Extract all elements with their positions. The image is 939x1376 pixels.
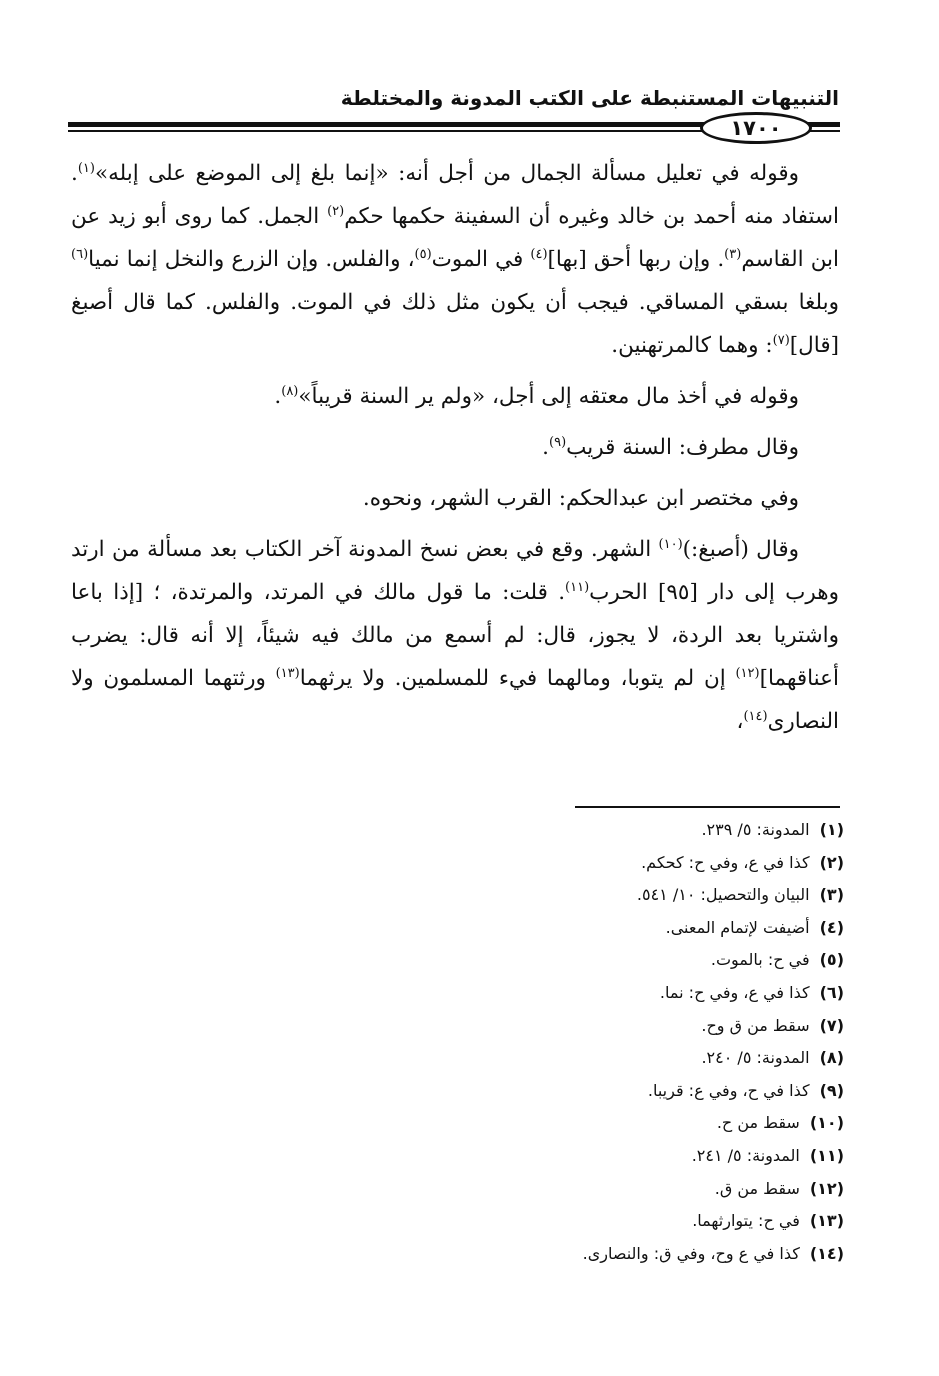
- footnote-text: كذا في ح، وفي ع: قريبا.: [647, 1080, 810, 1100]
- footnote-ref-8[interactable]: (٨): [281, 383, 299, 399]
- footnote-14: [244, 1238, 844, 1271]
- footnote-number: (١): [819, 820, 844, 839]
- text-run: . وإن ربها أحق [بها]: [547, 247, 725, 272]
- footnote-number: (١٢): [809, 1178, 844, 1198]
- footnote-number: (٧): [819, 1015, 844, 1035]
- text-run: الجمل. كما روى أبو زيد عن ابن القاسم: [71, 204, 840, 272]
- footnote-number: (٣): [819, 885, 844, 905]
- paragraph-1: [71, 152, 839, 367]
- footnote-text: كذا في ع وح، وفي ق: والنصارى.: [582, 1243, 800, 1263]
- main-text: [71, 152, 839, 743]
- footnote-number: (١١): [809, 1145, 844, 1165]
- footnote-text: المدونة: ٥/ ٢٣٩.: [701, 820, 810, 839]
- text-run: : وهما كالمرتهنين.: [611, 333, 773, 358]
- text-run: ،: [736, 709, 744, 734]
- footnote-number: (١٣): [809, 1211, 844, 1231]
- footnote-text: في ح: بالموت.: [710, 950, 810, 970]
- paragraph-4: [71, 477, 839, 520]
- footnote-text: البيان والتحصيل: ١٠/ ٥٤١.: [636, 885, 810, 905]
- text-run: وفي مختصر ابن عبدالحكم: القرب الشهر، ونحوه.: [362, 486, 799, 511]
- page-number-frame: [700, 112, 812, 144]
- footnote-ref-6[interactable]: (٦): [71, 246, 89, 262]
- text-run: . استفاد منه أحمد بن خالد وغيره أن السفينة حكمها حكم: [71, 161, 839, 229]
- footnote-ref-10[interactable]: (١٠): [658, 536, 683, 552]
- text-run: .: [542, 435, 550, 460]
- paragraph-2: [71, 375, 839, 418]
- footnote-ref-4[interactable]: (٤): [530, 246, 548, 262]
- footnote-2: [244, 847, 844, 880]
- footnote-number: (٥): [819, 950, 844, 970]
- footnote-8: [244, 1042, 844, 1075]
- footnote-1: [244, 814, 844, 847]
- footnote-number: (٨): [819, 1048, 844, 1068]
- footnote-ref-7[interactable]: (٧): [772, 332, 790, 348]
- text-run: وقال مطرف: السنة قريب: [566, 435, 799, 460]
- footnote-number: (٢): [819, 852, 844, 872]
- footnote-5: [244, 944, 844, 977]
- paragraph-5: [71, 528, 839, 743]
- footnote-11: [244, 1140, 844, 1173]
- footnote-7: [244, 1010, 844, 1043]
- footnote-text: المدونة: ٥/ ٢٤١.: [691, 1145, 800, 1165]
- footnote-text: سقط من ق.: [714, 1178, 800, 1198]
- running-title: التنبيهات المستنبطة على الكتب المدونة والمختلطة: [340, 86, 839, 110]
- footnote-ref-13[interactable]: (١٣): [275, 665, 300, 681]
- footnote-ref-5[interactable]: (٥): [414, 246, 432, 262]
- footnote-number: (١٤): [809, 1243, 844, 1263]
- footnotes-list: [244, 814, 844, 1270]
- footnote-ref-11[interactable]: (١١): [565, 579, 590, 595]
- footnote-ref-3[interactable]: (٣): [724, 246, 742, 262]
- footnote-ref-12[interactable]: (١٢): [735, 665, 760, 681]
- page-number: ١٧٠٠: [730, 116, 782, 140]
- footnote-ref-14[interactable]: (١٤): [743, 708, 768, 724]
- footnote-9: [244, 1075, 844, 1108]
- footnote-6: [244, 977, 844, 1010]
- text-run: ، والفلس. وإن الزرع والنخل إنما نميا: [88, 247, 415, 272]
- text-run: في الموت: [431, 247, 531, 272]
- footnote-text: المدونة: ٥/ ٢٤٠.: [701, 1048, 810, 1068]
- footnote-number: (١٠): [809, 1113, 844, 1133]
- footnote-10: [244, 1107, 844, 1140]
- text-run: وقال (أصبغ:): [682, 537, 799, 562]
- text-run: ورثتهما المسلمون ولا النصارى: [71, 666, 839, 734]
- text-run: إن لم يتوبا، ومالهما فيء للمسلمين. ولا يرثهما: [299, 666, 736, 691]
- paragraph-3: [71, 426, 839, 469]
- footnote-ref-9[interactable]: (٩): [549, 434, 567, 450]
- footnote-number: (٩): [819, 1080, 844, 1100]
- text-run: الشهر. وقع في بعض نسخ المدونة آخر الكتاب بعد مسألة من ارتد وهرب إلى دار [٩٥] الحرب: [71, 537, 839, 605]
- text-run: وقوله في تعليل مسألة الجمال من أجل أنه: «إنما بلغ إلى الموضع على إبله»: [94, 161, 799, 186]
- footnote-text: كذا في ع، وفي ح: نما.: [659, 982, 810, 1002]
- text-run: وقوله في أخذ مال معتقه إلى أجل، «ولم ير السنة قريباً»: [298, 384, 799, 409]
- footnote-text: سقط من ق وح.: [701, 1015, 810, 1035]
- footnote-text: في ح: يتوارثهما.: [692, 1211, 800, 1231]
- footnote-number: (٦): [819, 982, 844, 1002]
- footnote-4: [244, 912, 844, 945]
- footnote-13: [244, 1205, 844, 1238]
- footnote-text: كذا في ع، وفي ح: كحكم.: [641, 852, 810, 872]
- footnote-ref-1[interactable]: (١): [77, 160, 95, 176]
- footnote-text: سقط من ح.: [716, 1113, 800, 1133]
- text-run: وبلغا بسقي المساقي. فيجب أن يكون مثل ذلك في الموت. والفلس. كما قال أصبغ [قال]: [71, 290, 839, 358]
- footnote-12: [244, 1173, 844, 1206]
- footnote-3: [244, 879, 844, 912]
- text-run: .: [274, 384, 282, 409]
- text-run: . قلت: ما قول مالك في المرتد، والمرتدة، ؛ [إذا باعا واشتريا بعد الردة، لا يجوز، قال: لم أسمع من مالك فيه شيئاً، إلا أنه قال: يضرب أعناقهما]: [71, 580, 839, 691]
- footnote-ref-2[interactable]: (٢): [327, 203, 345, 219]
- footnote-number: (٤): [819, 917, 844, 937]
- footnote-text: أضيفت لإتمام المعنى.: [665, 917, 810, 937]
- footnote-separator: [575, 806, 840, 808]
